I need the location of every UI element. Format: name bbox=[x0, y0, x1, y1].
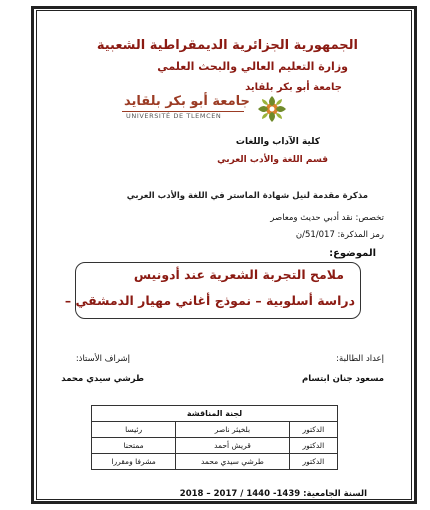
member-name: بلخيثر ناصر bbox=[176, 422, 289, 438]
supervisor-name: طرشي سيدي محمد bbox=[61, 374, 144, 384]
member-name: طرشي سيدي محمد bbox=[176, 454, 289, 470]
table-row bbox=[92, 454, 338, 470]
republic-name: الجمهورية الجزائرية الديمقراطية الشعبية bbox=[96, 38, 358, 53]
member-title: الدكتور bbox=[289, 422, 337, 438]
committee-header: لجنة المناقشة bbox=[92, 406, 338, 422]
faculty-name: كلية الآداب واللغات bbox=[235, 137, 320, 147]
supervision-label: إشراف الأستاذ: bbox=[75, 354, 130, 364]
member-role: مشرفا ومقررا bbox=[92, 454, 176, 470]
academic-year: السنة الجامعية: 1439- 1440 / 2017 – 2018 bbox=[179, 489, 367, 499]
specialization: تخصص: نقد أدبي حديث ومعاصر bbox=[270, 213, 384, 223]
member-role: رئيسا bbox=[92, 422, 176, 438]
logo-text-ar: جامعة أبو بكر بلقايد bbox=[124, 94, 250, 109]
member-title: الدكتور bbox=[289, 454, 337, 470]
member-title: الدكتور bbox=[289, 438, 337, 454]
committee-header-row bbox=[92, 406, 338, 422]
thesis-code: رمز المذكرة: 51/017/ن bbox=[295, 230, 384, 240]
subject-label: الموضوع: bbox=[329, 248, 376, 259]
ministry-name: وزارة التعليم العالي والبحث العلمي bbox=[157, 60, 348, 73]
member-name: قريش أحمد bbox=[176, 438, 289, 454]
member-role: ممتحنا bbox=[92, 438, 176, 454]
university-name: جامعة أبو بكر بلقايد bbox=[245, 82, 342, 93]
thesis-title-line2: دراسة أسلوبية – نموذج أغاني مهيار الدمشقي – bbox=[64, 293, 355, 308]
prepared-by-label: إعداد الطالبة: bbox=[336, 354, 384, 364]
student-name: مسعود جنان ابتسام bbox=[301, 374, 384, 384]
table-row bbox=[92, 422, 338, 438]
table-row bbox=[92, 438, 338, 454]
logo-text-en: UNIVERSITÉ DE TLEMCEN bbox=[126, 112, 222, 120]
department-name: قسم اللغة والأدب العربي bbox=[217, 155, 328, 165]
university-logo bbox=[118, 92, 300, 126]
thesis-statement: مذكرة مقدمة لنيل شهادة الماستر في اللغة والأدب العربي bbox=[126, 191, 368, 201]
thesis-title-line1: ملامح التجربة الشعرية عند أدونيس bbox=[133, 267, 344, 282]
committee-table bbox=[91, 405, 338, 470]
university-emblem-icon bbox=[252, 92, 292, 126]
